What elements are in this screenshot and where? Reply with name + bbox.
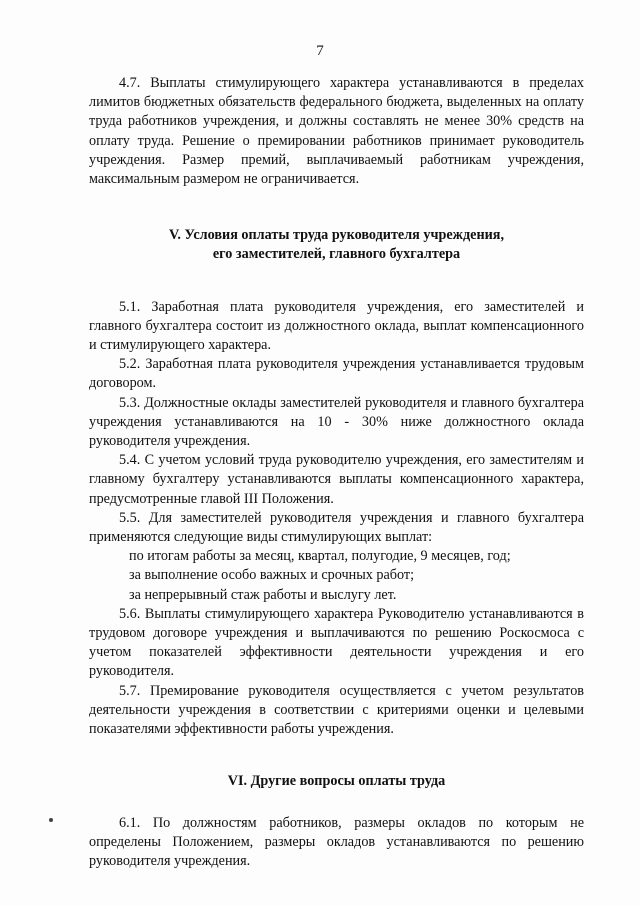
paragraph-6-1: 6.1. По должностям работников, размеры окладов по которым не определены Положением, размеры окладов устанавливаются по решению руководителя учреждения.: [89, 814, 584, 869]
section-5-heading-line-2: его заместителей, главного бухгалтера: [212, 246, 461, 263]
list-item: за выполнение особо важных и срочных работ;: [129, 567, 415, 584]
scan-speck: [49, 818, 53, 822]
list-item: за непрерывный стаж работы и выслугу лет.: [129, 586, 397, 603]
list-item: по итогам работы за месяц, квартал, полугодие, 9 месяцев, год;: [129, 548, 511, 565]
document-body: [89, 74, 584, 871]
paragraph-5-7: 5.7. Премирование руководителя осуществляется с учетом результатов деятельности учреждения в соответствии с критериями оценки и целевыми показателями эффективности работы учреждения.: [89, 682, 584, 738]
page-number: 7: [316, 43, 324, 59]
section-6-heading: VI. Другие вопросы оплаты труда: [227, 773, 446, 790]
paragraph-5-5: 5.5. Для заместителей руководителя учреждения и главного бухгалтера применяются следующие виды стимулирующих выплат:: [89, 509, 584, 546]
paragraph-5-6: 5.6. Выплаты стимулирующего характера Руководителю устанавливаются в трудовом договоре учреждения и выплачиваются по решению Роскосмоса с учетом показателей эффективности деятельности учреждения и его руководителя.: [89, 605, 584, 680]
paragraph-5-4: 5.4. С учетом условий труда руководителю учреждения, его заместителям и главному бухгалтеру устанавливаются выплаты компенсационного характера, предусмотренные главой III Положения.: [89, 452, 584, 507]
paragraph-5-2: 5.2. Заработная плата руководителя учреждения устанавливается трудовым договором.: [89, 356, 584, 392]
section-5-heading: [89, 226, 584, 264]
section-5-heading-line-1: V. Условия оплаты труда руководителя учреждения,: [168, 227, 505, 244]
paragraph-5-1: 5.1. Заработная плата руководителя учреждения, его заместителей и главного бухгалтера состоит из должностного оклада, выплат компенсационного и стимулирующего характера.: [89, 298, 584, 354]
paragraph-5-3: 5.3. Должностные оклады заместителей руководителя и главного бухгалтера учреждения устанавливаются на 10 - 30% ниже должностного оклада руководителя учреждения.: [89, 394, 584, 450]
paragraph-4-7: 4.7. Выплаты стимулирующего характера устанавливаются в пределах лимитов бюджетных обязательств федерального бюджета, выделенных на оплату труда работников учреждения, и должны составлять не менее 30% средств на оплату труда. Решение о премировании работников принимает руководитель учреждения. Размер премий, выплачиваемый работникам учреждения, максимальным размером не ограничивается.: [89, 75, 584, 188]
